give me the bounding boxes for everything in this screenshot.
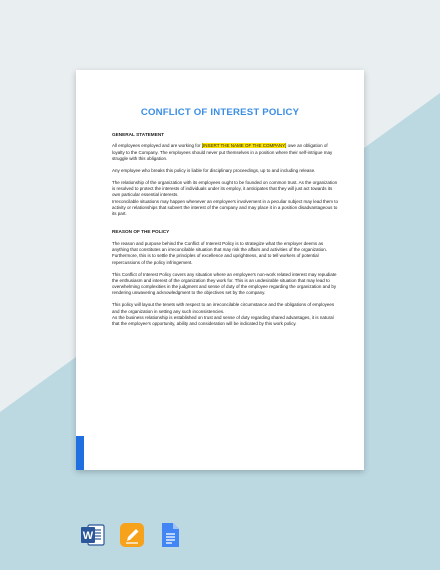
section-heading-general: GENERAL STATEMENT — [112, 132, 165, 137]
document-page — [76, 70, 364, 470]
paragraph-3: The relationship of the organization with its employees ought to be founded on common trust. As the organization is resolved to protect the interests of individuals under its employ, it anticipates that they will just act towards its own particular essential interests. — [112, 179, 338, 198]
paragraph-5: The reason and purpose behind the Conflict of Interest Policy is to strategize what the employer deems as anything that constitutes an irreconcilable situation that may risk the affairs and activities of the organization. Furthermore, this is to settle the principles of excellence and uprightness, and to tell workers of potential repercussions of the policy infringement. — [112, 240, 328, 265]
paragraph-1 — [112, 143, 338, 162]
section-heading-reason: REASON OF THE POLICY — [112, 229, 170, 235]
word-icon[interactable] — [80, 522, 106, 548]
google-docs-icon[interactable] — [157, 522, 183, 548]
paragraph-1-start: All employees employed and are working for — [112, 143, 202, 149]
app-icons-row — [0, 522, 440, 552]
paragraph-2: Any employee who breaks this policy is liable for disciplinary proceedings, up to and including release. — [112, 167, 316, 173]
company-name-placeholder: [INSERT THE NAME OF THE COMPANY] — [201, 143, 287, 149]
document-body — [112, 132, 338, 333]
page-accent-bar — [76, 436, 84, 470]
document-title: CONFLICT OF INTEREST POLICY — [140, 107, 300, 118]
paragraph-4: Irreconcilable situations may happen whenever an employee's involvement in a peculiar subject may lead them to activity or relationships that subvert the interest of the company and may place it in a position disadvantageous to its part. — [112, 198, 338, 217]
word-icon-letter: W — [82, 530, 94, 542]
paragraph-1-end: owe an obligation of loyalty to the Company. The employees should never put themselves in a position where their self-intrigue may struggle with this obligation. — [112, 143, 333, 161]
paragraph-8: As the business relationship is established on trust and sense of duty regarding shared advantages, it is natural that the employee's opportunity, ability and consideration will be indicated by this work policy. — [112, 314, 334, 327]
paragraph-6: This Conflict of Interest Policy covers any situation where an employee's non-work related interest may repudiate the enthusiasm and interest of the organization they work for. This is an undesirable situation that may lead to overwhelming complexities in the judgment and sense of duty of the employee regarding the organization and by rendering unwavering acknowledgment to the objectives set by the company. — [112, 271, 337, 296]
paragraph-7: This policy will layout the tenets with respect to an irreconcilable circumstance and the obligations of employees and the organization in setting any such inconsistencies. — [112, 302, 335, 314]
pages-icon[interactable] — [119, 522, 145, 548]
